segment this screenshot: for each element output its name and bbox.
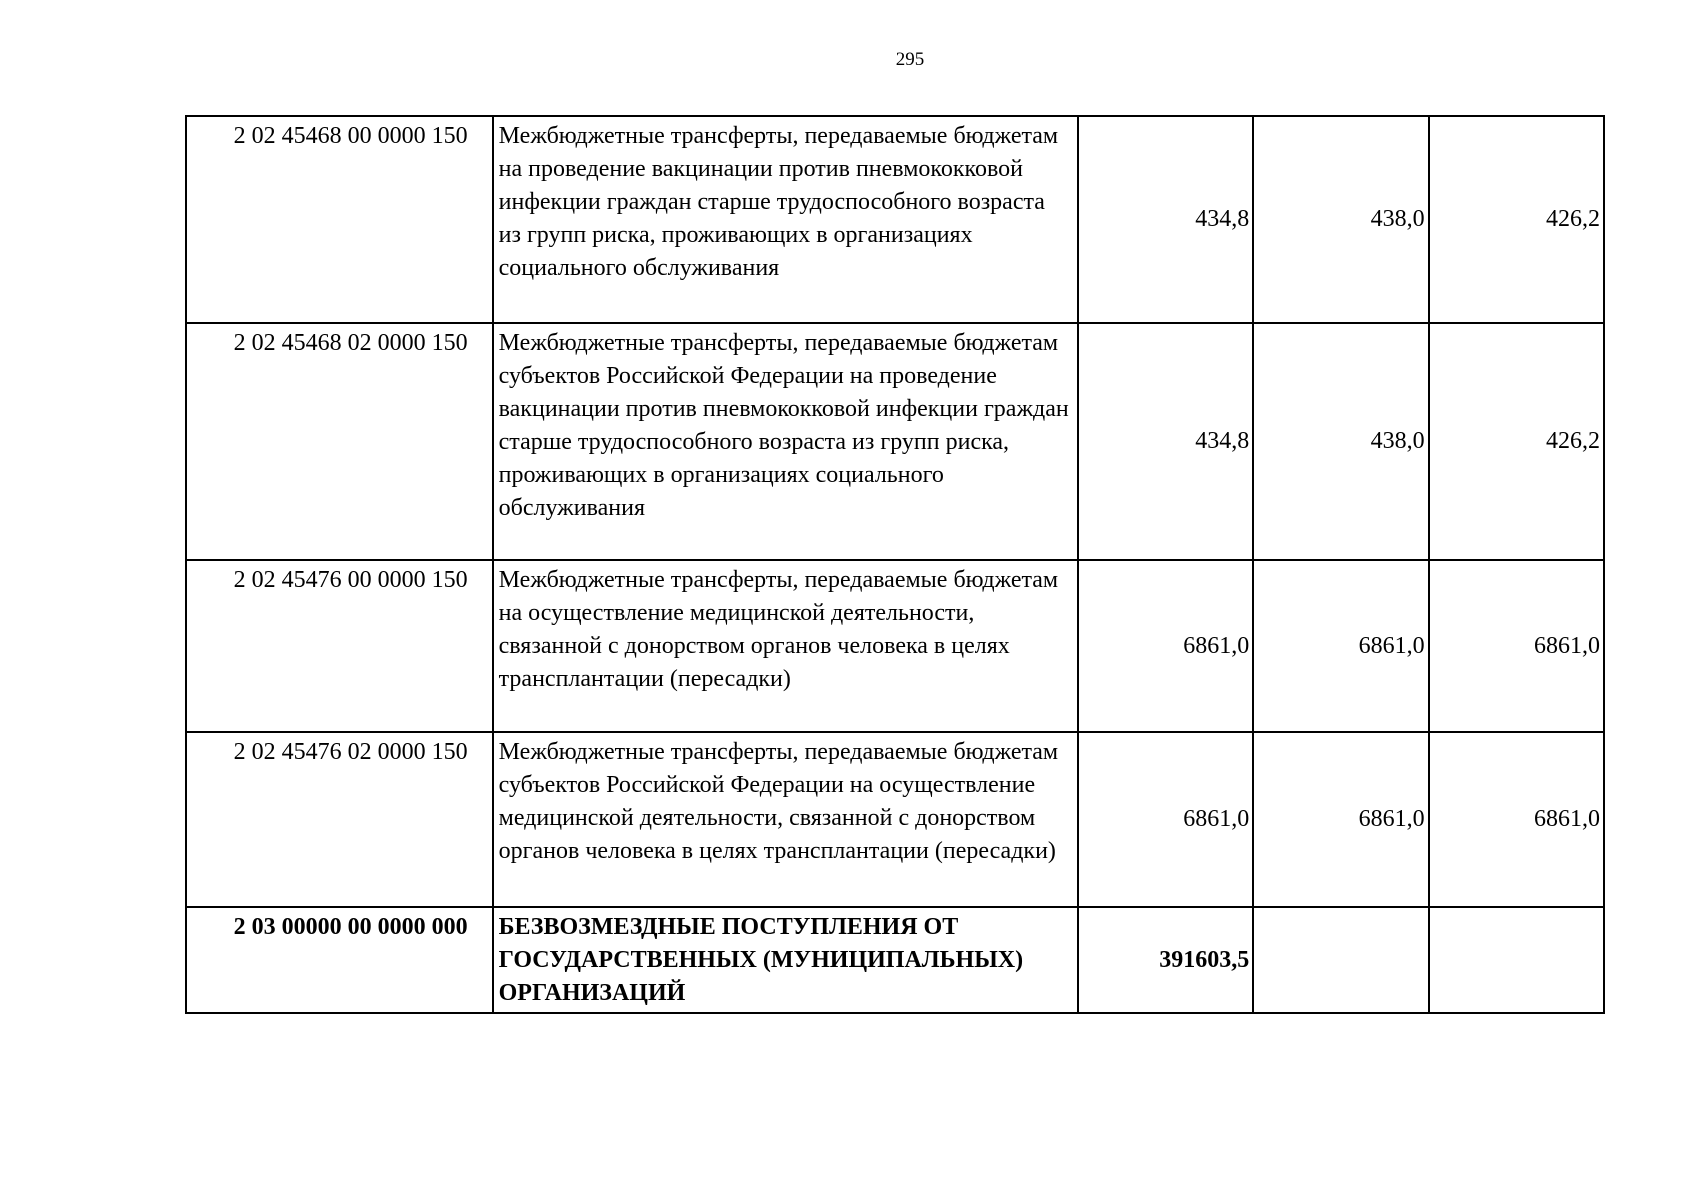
table-row (186, 116, 1604, 323)
value-year-1: 391603,5 (1078, 907, 1253, 1013)
value-year-3: 6861,0 (1429, 560, 1604, 732)
table-row (186, 560, 1604, 732)
value-year-2: 6861,0 (1253, 560, 1428, 732)
page-number: 295 (895, 49, 925, 70)
value-year-1: 434,8 (1078, 116, 1253, 323)
budget-code: 2 03 00000 00 0000 000 (186, 907, 493, 1013)
budget-description: Межбюджетные трансферты, передаваемые бюджетам субъектов Российской Федерации на осуществление медицинской деятельности, связанной с донорством органов человека в целях трансплантации (пересадки) (493, 732, 1078, 907)
value-year-3: 6861,0 (1429, 732, 1604, 907)
value-year-2: 6861,0 (1253, 732, 1428, 907)
value-year-1: 6861,0 (1078, 732, 1253, 907)
value-year-3: 426,2 (1429, 323, 1604, 560)
budget-code: 2 02 45476 02 0000 150 (186, 732, 493, 907)
value-year-1: 434,8 (1078, 323, 1253, 560)
value-year-3: 426,2 (1429, 116, 1604, 323)
budget-description: Межбюджетные трансферты, передаваемые бюджетам на осуществление медицинской деятельности, связанной с донорством органов человека в целях трансплантации (пересадки) (493, 560, 1078, 732)
budget-description: Межбюджетные трансферты, передаваемые бюджетам на проведение вакцинации против пневмококковой инфекции граждан старше трудоспособного возраста из групп риска, проживающих в организациях социального обслуживания (493, 116, 1078, 323)
value-year-2 (1253, 907, 1428, 1013)
value-year-2: 438,0 (1253, 116, 1428, 323)
table-row-total (186, 907, 1604, 1013)
budget-code: 2 02 45468 02 0000 150 (186, 323, 493, 560)
table-row (186, 732, 1604, 907)
value-year-1: 6861,0 (1078, 560, 1253, 732)
budget-description: БЕЗВОЗМЕЗДНЫЕ ПОСТУПЛЕНИЯ ОТ ГОСУДАРСТВЕННЫХ (МУНИЦИПАЛЬНЫХ) ОРГАНИЗАЦИЙ (493, 907, 1078, 1013)
value-year-3 (1429, 907, 1604, 1013)
budget-code: 2 02 45468 00 0000 150 (186, 116, 493, 323)
budget-code: 2 02 45476 00 0000 150 (186, 560, 493, 732)
budget-description: Межбюджетные трансферты, передаваемые бюджетам субъектов Российской Федерации на проведение вакцинации против пневмококковой инфекции граждан старше трудоспособного возраста из групп риска, проживающих в организациях социального обслуживания (493, 323, 1078, 560)
table-row (186, 323, 1604, 560)
value-year-2: 438,0 (1253, 323, 1428, 560)
budget-table (185, 115, 1605, 1014)
